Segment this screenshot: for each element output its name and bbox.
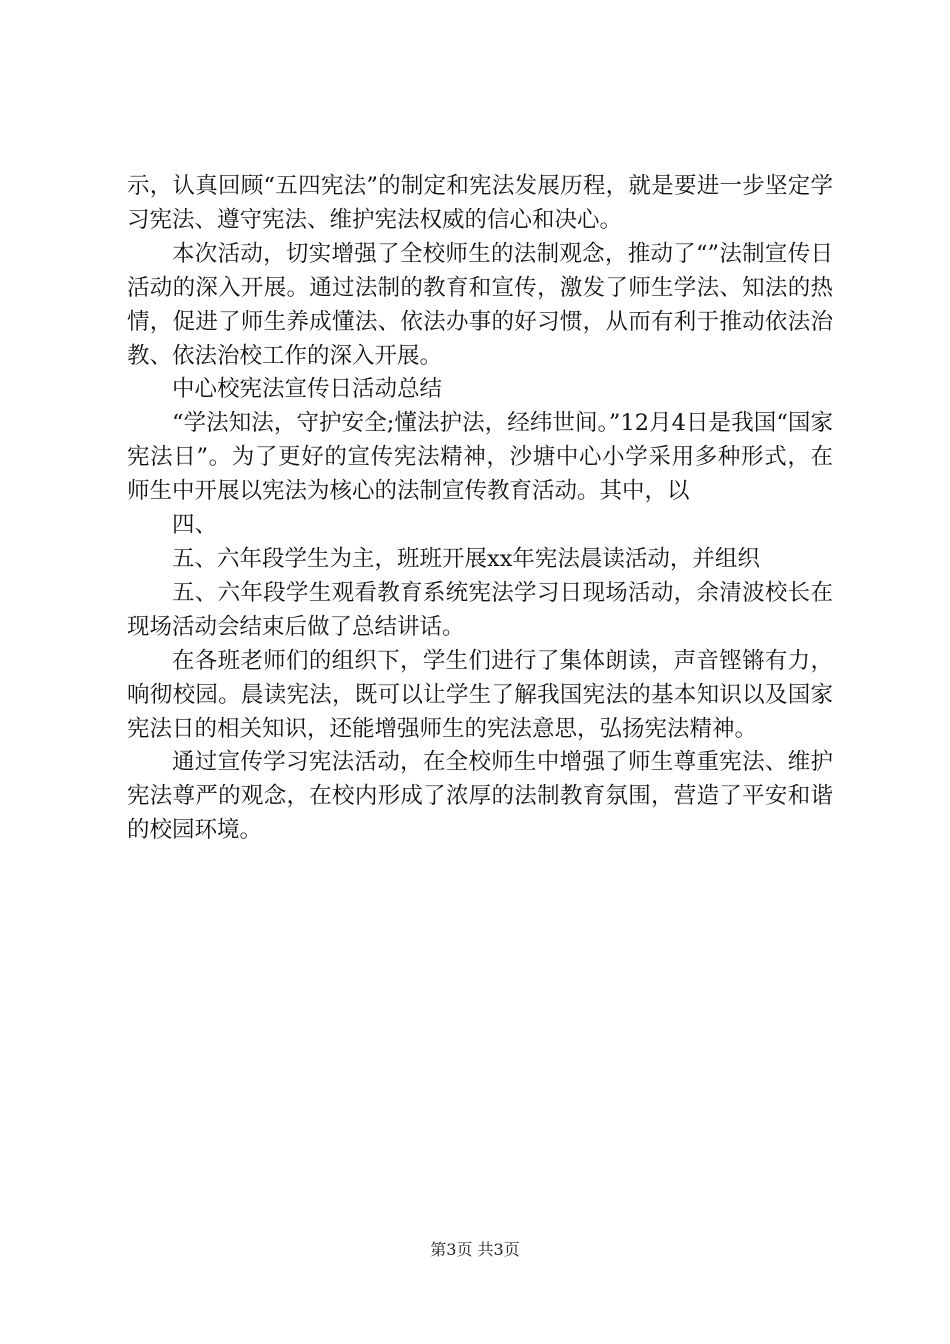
- paragraph-8: 在各班老师们的组织下，学生们进行了集体朗读，声音铿锵有力，响彻校园。晨读宪法，既可以让学生了解我国宪法的基本知识以及国家宪法日的相关知识，还能增强师生的宪法意思，弘扬宪法精神。: [127, 647, 833, 742]
- page-number-label: 第3页 共3页: [430, 1240, 520, 1259]
- paragraph-6: 五、六年段学生为主，班班开展xx年宪法晨读活动，并组织: [172, 545, 760, 572]
- paragraph-1: 示，认真回顾“五四宪法”的制定和宪法发展历程，就是要进一步坚定学习宪法、遵守宪法、维护宪法权威的信心和决心。: [127, 173, 833, 233]
- paragraph-3-heading: 中心校宪法宣传日活动总结: [172, 376, 443, 403]
- paragraph-2: 本次活动，切实增强了全校师生的法制观念，推动了“”法制宣传日活动的深入开展。通过法制的教育和宣传，激发了师生学法、知法的热情，促进了师生养成懂法、依法办事的好习惯，从而有利于推动依法治教、依法治校工作的深入开展。: [127, 240, 833, 369]
- page-footer: [0, 1240, 950, 1260]
- paragraph-9: 通过宣传学习宪法活动，在全校师生中增强了师生尊重宪法、维护宪法尊严的观念，在校内形成了浓厚的法制教育氛围，营造了平安和谐的校园环境。: [127, 749, 833, 844]
- paragraph-7: 五、六年段学生观看教育系统宪法学习日现场活动，余清波校长在现场活动会结束后做了总结讲话。: [127, 579, 833, 640]
- document-body: [127, 170, 833, 848]
- paragraph-4: “学法知法，守护安全;懂法护法，经纬世间。”12月4日是我国“国家宪法日”。为了更好的宣传宪法精神，沙塘中心小学采用多种形式，在师生中开展以宪法为核心的法制宣传教育活动。其中，以: [127, 410, 833, 505]
- paragraph-5: 四、: [172, 512, 218, 539]
